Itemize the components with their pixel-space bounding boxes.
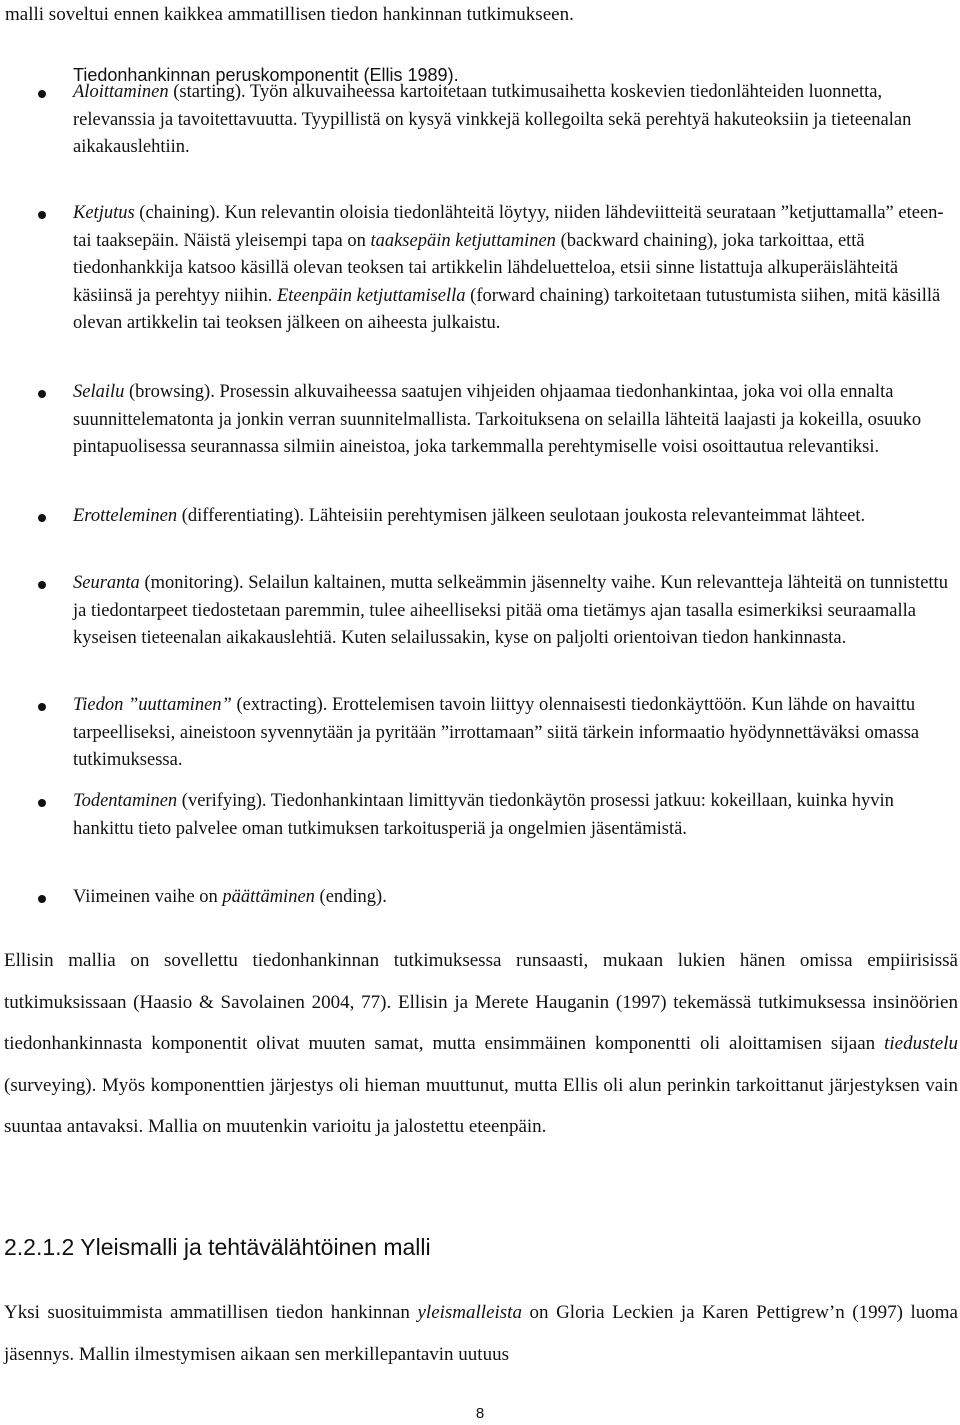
bullet-icon (38, 799, 46, 807)
bullet-icon (38, 703, 46, 711)
description: (forward chaining) tarkoitetaan tutustumista siihen, mitä käsillä olevan artikkelin tai teoksen jälkeen on aiheesta julkaistu. (73, 285, 941, 333)
description: (ending). (314, 887, 387, 907)
bullet-icon (38, 211, 46, 219)
paragraph-text: (surveying). Myös komponenttien järjestys oli hieman muuttunut, mutta Ellis oli alun perinkin tarkoittanut järjestyksen vain suuntaa antavaksi. Mallia on muutenkin varioitu ja jalostettu eteenpäin. (4, 1074, 958, 1137)
description: (monitoring). Selailun kaltainen, mutta selkeämmin jäsennelty vaihe. Kun relevantteja lähteitä on tunnistettu ja tiedontarpeet tiedostetaan paremmin, tulee aiheelliseksi pitää oma tietämys ajan tasalla esimerkiksi seuraamalla kyseisen tieteenalan aikakauslehtiä. Kuten selailussakin, kyse on paljolti orientoivan tiedon hankinnasta. (73, 573, 948, 648)
description: (browsing). Prosessin alkuvaiheessa saatujen vihjeiden ohjaamaa tiedonhankintaa, joka voi olla ennalta suunnittelematonta ja jonkin verran suunnitelmallista. Tarkoituksena on selailla lähteitä laajasti ja kokeilla, osuuko pintapuolisessa seurannassa silmiin aineistoa, joka tarkemmalla perehtymiselle voisi osoittautua relevantiksi. (73, 382, 922, 457)
list-item (73, 379, 959, 462)
body-paragraph (4, 1292, 958, 1375)
bullet-icon (38, 895, 46, 903)
list-heading: Tiedonhankinnan peruskomponentit (Ellis 1989). (73, 65, 459, 85)
paragraph-text: on Gloria Leckien ja Karen Pettigrew’n (1997) luoma jäsennys. Mallin ilmestymisen aikaan sen merkillepantavin uutuus (4, 1302, 958, 1365)
list-item (73, 884, 959, 912)
bullet-icon (38, 390, 46, 398)
bullet-icon (38, 90, 46, 98)
section-heading: 2.2.1.2 Yleismalli ja tehtävälähtöinen malli (4, 1234, 431, 1260)
term: Selailu (73, 382, 125, 402)
page-number: 8 (475, 1405, 485, 1422)
list-item (73, 692, 959, 775)
description: (verifying). Tiedonhankintaan limittyvän tiedonkäytön prosessi jatkuu: kokeillaan, kuinka hyvin hankittu tieto palvelee oman tutkimuksen tarkoitusperiä ja ongelmien jäsentämistä. (73, 791, 894, 839)
paragraph-emphasis: tiedustelu (884, 1033, 958, 1054)
paragraph-text: Ellisin mallia on sovellettu tiedonhankinnan tutkimuksessa runsaasti, mukaan lukien hänen omissa empiirisissä tutkimuksissaan (Haasio & Savolainen 2004, 77). Ellisin ja Merete Hauganin (1997) tekemässä tutkimuksessa insinöörien tiedonhankinnasta komponentit olivat muuten samat, mutta ensimmäinen komponentti oli aloittamisen sijaan (4, 950, 958, 1054)
term: Tiedon ”uuttaminen” (73, 695, 232, 715)
term: Erotteleminen (73, 506, 178, 526)
term: Todentaminen (73, 791, 178, 811)
term: Ketjutus (73, 203, 135, 223)
list-item (73, 200, 959, 338)
bullet-icon (38, 514, 46, 522)
term-inline: Eteenpäin ketjuttamisella (276, 285, 466, 306)
description: (differentiating). Lähteisiin perehtymisen jälkeen seulotaan joukosta relevanteimmat lähteet. (177, 506, 866, 526)
description: (backward chaining), joka tarkoittaa, että tiedonhankkija katsoo käsillä olevan teoksen tai artikkelin lähdeluetteloa, etsii sinne listattuja alkuperäislähteitä käsiinsä ja perehtyy niihin. (73, 230, 899, 306)
description: (starting). Työn alkuvaiheessa kartoitetaan tutkimusaihetta koskevien tiedonlähteiden luonnetta, relevanssia ja tavoitettavuutta. Tyypillistä on kysyä vinkkejä kollegoilta sekä perehtyä hakuteoksiin ja tieteenalan aikakauslehtiin. (73, 82, 912, 157)
term: Aloittaminen (73, 82, 169, 102)
list-item (73, 788, 959, 843)
term-inline: taaksepäin ketjuttaminen (370, 230, 556, 251)
description: (extracting). Erottelemisen tavoin liittyy olennaisesti tiedonkäyttöön. Kun lähde on havaittu tarpeelliseksi, aineistoon syvennytään ja pyritään ”irrottamaan” siitä tärkein informaatio hyödynnettäväksi omassa tutkimuksessa. (73, 695, 920, 770)
bullet-icon (38, 581, 46, 589)
term: päättäminen (222, 887, 315, 907)
list-item (73, 570, 959, 653)
paragraph-text: Yksi suosituimmista ammatillisen tiedon hankinnan (4, 1302, 418, 1323)
paragraph-emphasis: yleismalleista (417, 1302, 522, 1323)
list-item (73, 79, 959, 162)
description: (chaining). Kun relevantin oloisia tiedonlähteitä löytyy, niiden lähdeviitteitä seurataan ”ketjuttamalla” eteen- tai taaksepäin. Näistä yleisempi tapa on (73, 203, 944, 251)
body-paragraph (4, 940, 958, 1148)
intro-line: malli soveltui ennen kaikkea ammatillisen tiedon hankinnan tutkimukseen. (5, 4, 574, 25)
list-item (73, 503, 959, 531)
description: Viimeinen vaihe on (73, 887, 223, 907)
term: Seuranta (73, 573, 140, 593)
